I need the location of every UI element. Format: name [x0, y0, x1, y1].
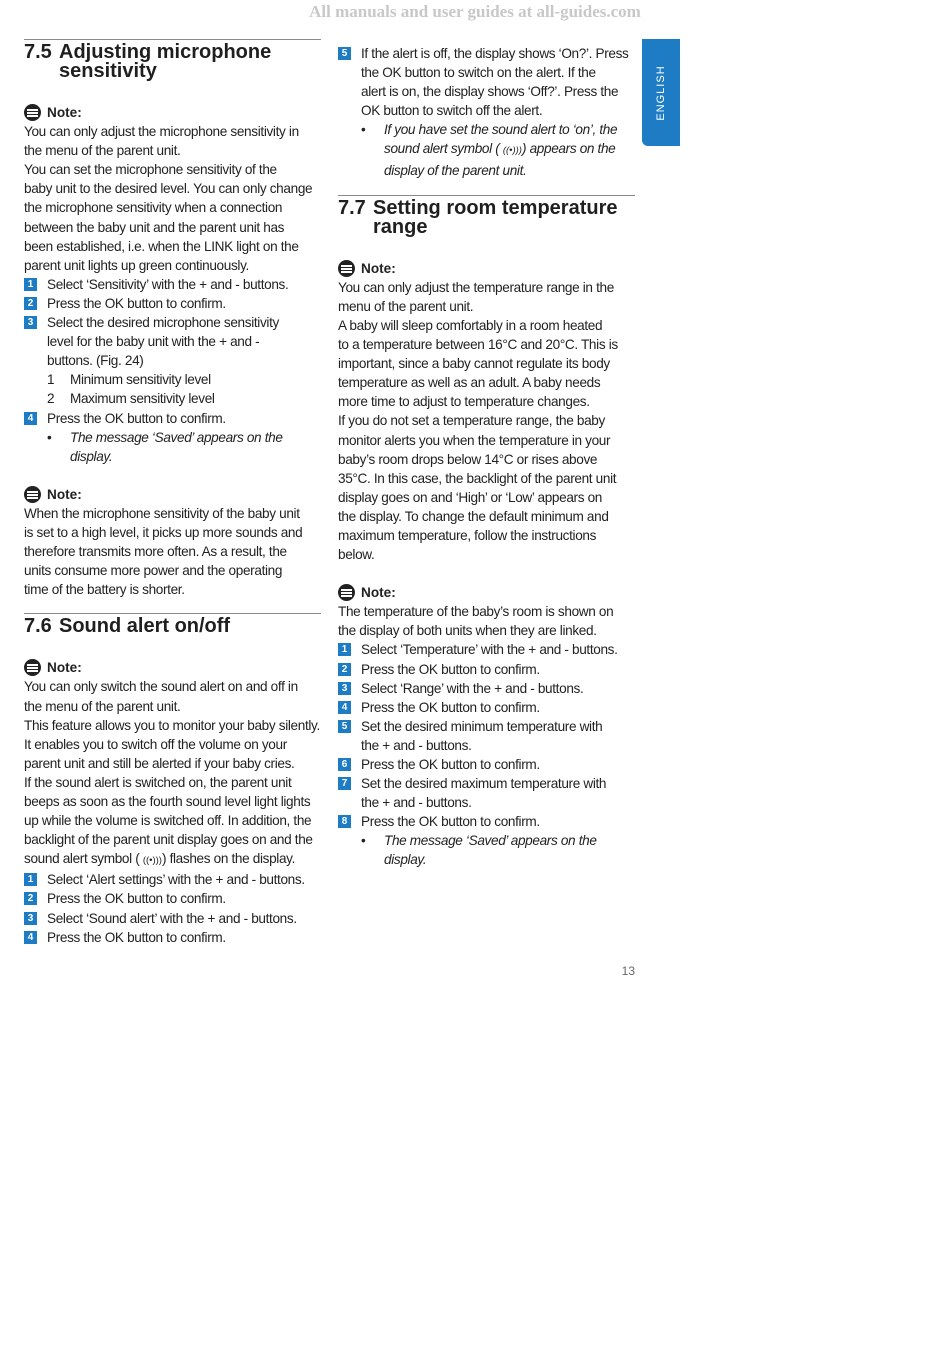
- body-text: A baby will sleep comfortably in a room heated to a temperature between 16°C and 20°C. This is important, since a baby cannot regulate its body temperature as well as an adult. A baby needs more time to adjust to temperature changes. If you do not set a temperature range, the baby monitor alerts you when the temperature in your baby’s room drops below 14°C or rises above 35°C. In this case, the backlight of the parent unit display goes on and ‘High’ or ‘Low’ appears on the display. To change the default minimum and maximum temperature, follow the instructions below.: [338, 317, 618, 563]
- step-3: 3 Select ‘Sound alert’ with the + and - buttons.: [24, 909, 321, 928]
- note-heading: Note:: [24, 103, 321, 122]
- step-4: 4 Press the OK button to confirm.: [24, 409, 321, 428]
- note-text: You can only adjust the temperature range in the menu of the parent unit.: [338, 279, 614, 314]
- section-7-6-heading: 7.6 Sound alert on/off: [24, 615, 231, 638]
- sound-alert-icon: ((•))): [142, 855, 162, 867]
- sub-item: 1 Minimum sensitivity level: [47, 372, 211, 388]
- section-number: 7.5: [24, 41, 52, 63]
- step-1: 1 Select ‘Temperature’ with the + and - buttons.: [338, 640, 635, 659]
- section-7-7-heading: 7.7 Setting room temperature range: [338, 196, 618, 238]
- step-number-badge: 6: [338, 758, 351, 771]
- step-5: 5 Set the desired minimum temperature with the + and - buttons.: [338, 717, 635, 755]
- note-heading: Note:: [338, 583, 635, 602]
- step-number-badge: 5: [338, 47, 351, 60]
- step-2: 2 Press the OK button to confirm.: [24, 889, 321, 908]
- note-heading: Note:: [24, 485, 321, 504]
- step-5: 5 If the alert is off, the display shows ‘On?’. Press the OK button to switch on the alert. If the alert is on, the display shows ‘Off?’. Press the OK button to switch off the alert.: [338, 44, 635, 120]
- step-number-badge: 5: [338, 720, 351, 733]
- watermark: All manuals and user guides at all-guides.com: [309, 2, 641, 21]
- page-number: 13: [621, 964, 635, 978]
- step-number-badge: 4: [338, 701, 351, 714]
- step-6: 6 Press the OK button to confirm.: [338, 755, 635, 774]
- step-2: 2 Press the OK button to confirm.: [24, 294, 321, 313]
- left-column: [24, 39, 321, 947]
- language-tab: ENGLISH: [642, 39, 680, 146]
- step-7: 7 Set the desired maximum temperature with the + and - buttons.: [338, 774, 635, 812]
- step-number-badge: 1: [24, 873, 37, 886]
- step-1: 1 Select ‘Sensitivity’ with the + and - buttons.: [24, 275, 321, 294]
- body-text: This feature allows you to monitor your baby silently. It enables you to switch off the volume on your parent unit and still be alerted if your baby cries. If the sound alert is switched on, the parent unit beeps as soon as the fourth sound level light lights up while the volume is switched off. In addition, the backlight of the parent unit display goes on and the sound alert symbol ( ((•)))) flashes on the display.: [24, 717, 320, 867]
- note-text: You can only switch the sound alert on and off in the menu of the parent unit.: [24, 679, 298, 714]
- bullet-item: • If you have set the sound alert to ‘on’, the sound alert symbol ( ((•)))) appears on the display of the parent unit.: [361, 122, 618, 178]
- step-number-badge: 2: [24, 297, 37, 310]
- note-text: The temperature of the baby’s room is shown on the display of both units when they are linked.: [338, 604, 614, 639]
- step-number-badge: 1: [338, 643, 351, 656]
- bullet-item: • The message ‘Saved’ appears on the display.: [361, 833, 597, 868]
- step-8: 8 Press the OK button to confirm.: [338, 812, 635, 831]
- note-heading: Note:: [338, 259, 635, 278]
- bullet-item: • The message ‘Saved’ appears on the display.: [47, 429, 283, 464]
- step-4: 4 Press the OK button to confirm.: [24, 928, 321, 947]
- step-3: 3 Select ‘Range’ with the + and - buttons.: [338, 679, 635, 698]
- step-2: 2 Press the OK button to confirm.: [338, 660, 635, 679]
- step-number-badge: 2: [338, 663, 351, 676]
- note-text: When the microphone sensitivity of the baby unit is set to a high level, it picks up more sounds and therefore transmits more often. As a result, the units consume more power and the operating time of the battery is shorter.: [24, 505, 303, 598]
- note-icon: [338, 584, 355, 601]
- sub-item: 2 Maximum sensitivity level: [47, 391, 215, 407]
- note-icon: [24, 104, 41, 121]
- sound-alert-icon: ((•))): [502, 145, 522, 157]
- step-1: 1 Select ‘Alert settings’ with the + and - buttons.: [24, 870, 321, 889]
- section-7-5-heading: [24, 43, 321, 81]
- step-number-badge: 4: [24, 931, 37, 944]
- note-icon: [338, 260, 355, 277]
- section-divider: [338, 195, 635, 196]
- step-3: 3 Select the desired microphone sensitivity level for the baby unit with the + and - buttons. (Fig. 24): [24, 313, 321, 370]
- step-number-badge: 8: [338, 815, 351, 828]
- step-number-badge: 2: [24, 892, 37, 905]
- step-number-badge: 3: [24, 316, 37, 329]
- section-title: Adjusting microphone sensitivity: [59, 41, 272, 82]
- step-number-badge: 7: [338, 777, 351, 790]
- step-4: 4 Press the OK button to confirm.: [338, 698, 635, 717]
- right-column: [338, 44, 635, 870]
- section-divider: [24, 39, 321, 40]
- note-heading: Note:: [24, 658, 321, 677]
- note-icon: [24, 486, 41, 503]
- step-number-badge: 1: [24, 278, 37, 291]
- note-text: You can only adjust the microphone sensitivity in the menu of the parent unit.: [24, 124, 299, 159]
- step-number-badge: 3: [24, 912, 37, 925]
- body-text: You can set the microphone sensitivity of the baby unit to the desired level. You can only change the microphone sensitivity when a connection between the baby unit and the parent unit has been established, i.e. when the LINK light on the parent unit lights up green continuously.: [24, 162, 313, 273]
- note-icon: [24, 659, 41, 676]
- section-divider: [24, 613, 321, 614]
- step-number-badge: 3: [338, 682, 351, 695]
- step-number-badge: 4: [24, 412, 37, 425]
